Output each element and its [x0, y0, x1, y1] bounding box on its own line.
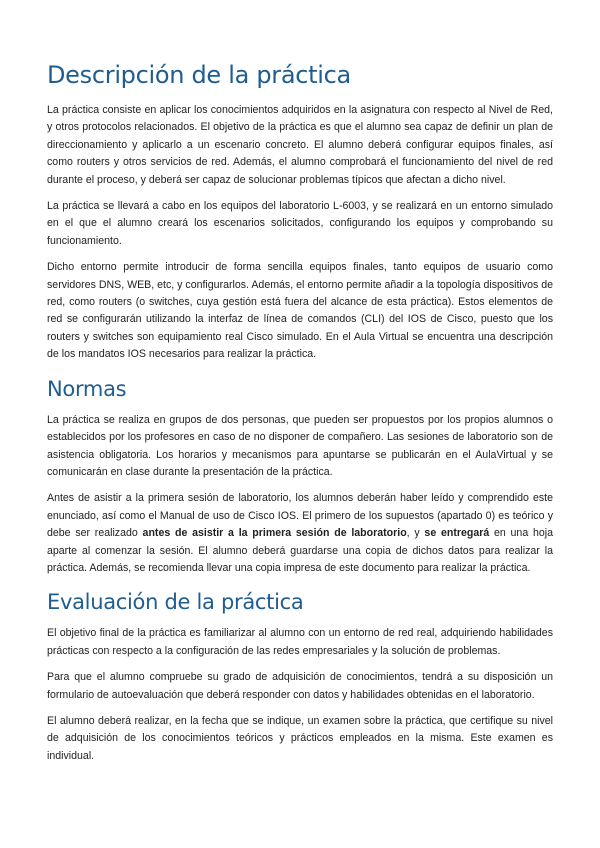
paragraph: La práctica consiste en aplicar los conocimientos adquiridos en la asignatura con respecto al Nivel de Red, y otros protocolos relacionados. El objetivo de la práctica es que el alumno sea capaz de definir un plan de direccionamiento y aplicarlo a un escenario concreto. El alumno deberá configurar equipos finales, así como routers y otros servicios de red. Además, el alumno comprobará el funcionamiento del nivel de red durante el proceso, y deberá ser capaz de solucionar problemas típicos que afectan a dicho nivel. — [47, 104, 553, 186]
bold-text: antes de asistir a la primera sesión de laboratorio — [142, 527, 407, 540]
paragraph: La práctica se llevará a cabo en los equipos del laboratorio L-6003, y se realizará en un entorno simulado en el que el alumno creará los escenarios solicitados, configurando los equipos y comprobando su funcionamiento. — [47, 200, 553, 247]
bold-text: se entregará — [424, 527, 490, 540]
section-title-descripcion: Descripción de la práctica — [47, 61, 351, 89]
text-run: Antes de asistir a la primera sesión de laboratorio, los alumnos deberán haber leído y comprendido este enunciado, así como el Manual de uso de Cisco IOS. El primero de los supuestos (apartado 0) es teórico y debe ser realizado — [47, 492, 553, 540]
text-run: , y — [406, 527, 425, 540]
paragraph: El objetivo final de la práctica es familiarizar al alumno con un entorno de red real, adquiriendo habilidades prácticas con respecto a la configuración de las redes empresariales y la solución de problemas. — [47, 627, 553, 657]
paragraph: La práctica se realiza en grupos de dos personas, que pueden ser propuestos por los propios alumnos o establecidos por los profesores en caso de no disponer de compañero. Las sesiones de laboratorio son de asistencia obligatoria. Los horarios y mecanismos para apuntarse se publicarán en el AulaVirtual y se comunicarán en clase durante la presentación de la práctica. — [47, 413, 553, 478]
text-run: en una hoja aparte al comenzar la sesión. El alumno deberá guardarse una copia de dichos datos para realizar la práctica. Además, se recomienda llevar una copia impresa de este documento para realizar la práctica. — [47, 527, 553, 574]
paragraph: El alumno deberá realizar, en la fecha que se indique, un examen sobre la práctica, que certifique su nivel de adquisición de los conocimientos teóricos y prácticos empleados en la misma. Este examen es individual. — [47, 714, 553, 762]
paragraph: Dicho entorno permite introducir de forma sencilla equipos finales, tanto equipos de usuario como servidores DNS, WEB, etc, y configurarlos. Además, el entorno permite añadir a la topología dispositivos de red, como routers (o switches, cuya gestión está fuera del alcance de esta práctica). Estos elementos de red se configurarán utilizando la interfaz de línea de comandos (CLI) del IOS de Cisco, puesto que los routers y switches son equipamiento real Cisco simulado. En el Aula Virtual se encuentra una descripción de los mandatos IOS necesarios para realizar la práctica. — [47, 261, 553, 361]
section-title-evaluacion: Evaluación de la práctica — [47, 590, 304, 615]
paragraph: Para que el alumno compruebe su grado de adquisición de conocimientos, tendrá a su disposición un formulario de autoevaluación que deberá responder con datos y habilidades obtenidas en el laboratorio. — [47, 671, 553, 701]
paragraph — [47, 490, 553, 577]
section-title-normas: Normas — [47, 376, 127, 401]
